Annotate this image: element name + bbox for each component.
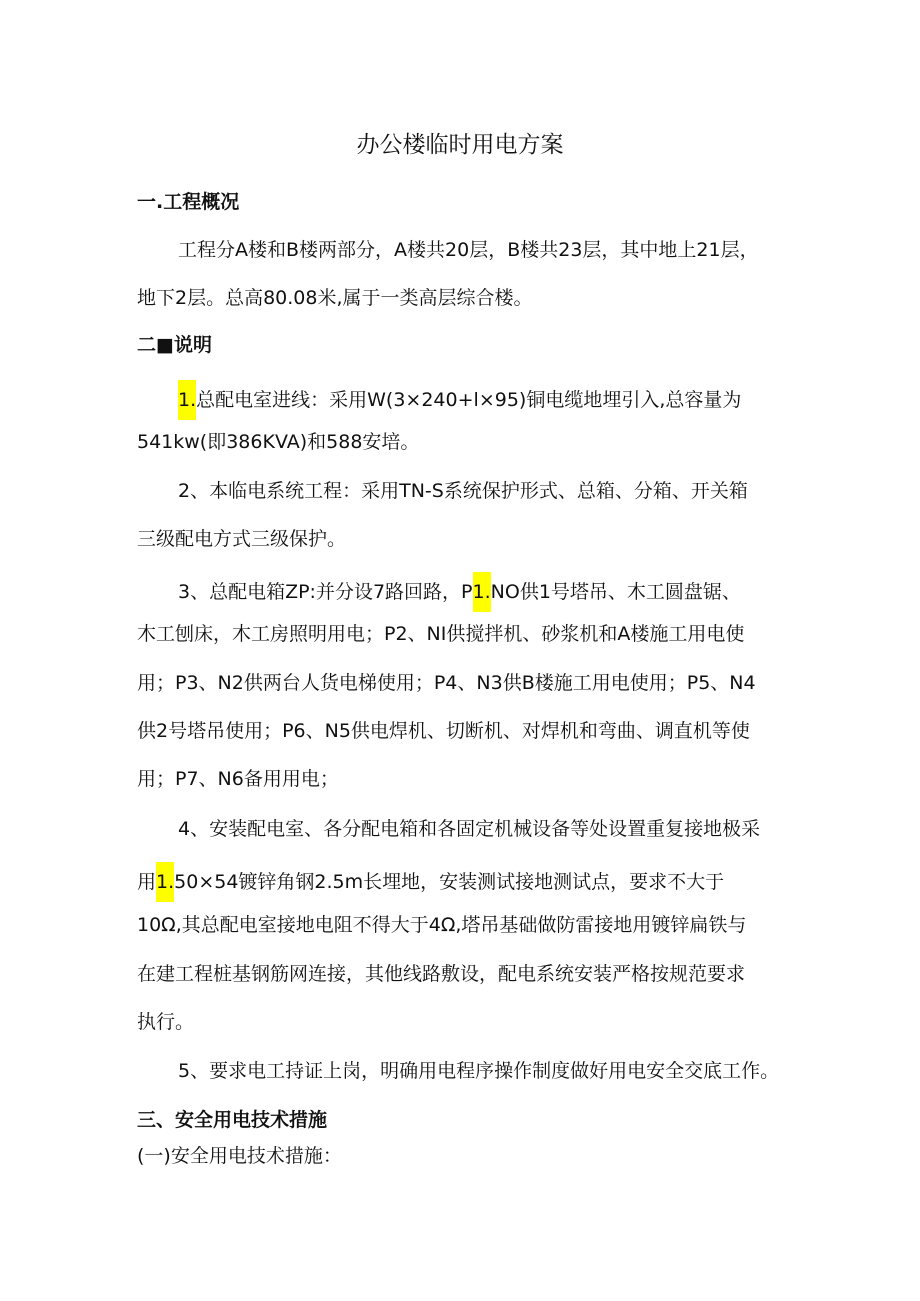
- highlight-mark: 1.: [178, 380, 196, 420]
- section-heading-safety: 三、安全用电技术措施: [137, 1109, 328, 1131]
- paragraph-line: 执行。: [137, 1011, 195, 1033]
- paragraph-line: 木工刨床，木工房照明用电；P2、NI供搅拌机、砂浆机和A楼施工用电使: [137, 623, 745, 645]
- item-2-line: 2、本临电系统工程：采用TN-S系统保护形式、总箱、分箱、开关箱: [178, 480, 748, 502]
- item-1-line: [178, 380, 741, 420]
- item-4-line-2: [137, 862, 724, 902]
- item-4-text: 50×54镀锌角钢2.5m长埋地，安装测试接地测试点，要求不大于: [174, 871, 725, 893]
- section-heading-overview: 一.工程概况: [137, 191, 240, 213]
- highlight-mark: 1.: [473, 572, 491, 612]
- item-3-text: NO供1号塔吊、木工圆盘锯、: [490, 581, 741, 603]
- item-5-line: 5、要求电工持证上岗，明确用电程序操作制度做好用电安全交底工作。: [178, 1060, 780, 1082]
- subsection-title: (一)安全用电技术措施：: [137, 1145, 342, 1167]
- paragraph-line: 用；P3、N2供两台人货电梯使用；P4、N3供B楼施工用电使用；P5、N4: [137, 672, 756, 694]
- item-3-line: [178, 572, 741, 612]
- item-4-prefix: 用: [137, 871, 157, 893]
- paragraph-line: 供2号塔吊使用；P6、N5供电焊机、切断机、对焊机和弯曲、调直机等使: [137, 720, 750, 742]
- paragraph-line: 用；P7、N6备用用电；: [137, 768, 339, 790]
- highlight-mark: 1.: [156, 862, 174, 902]
- page-title: 办公楼临时用电方案: [356, 132, 564, 158]
- paragraph-line: 地下2层。总高80.08米,属于一类高层综合楼。: [137, 287, 533, 309]
- item-1-text: 总配电室进线：采用W(3×240+l×95)铜电缆地埋引入,总容量为: [196, 389, 742, 411]
- item-3-prefix: 3、总配电箱ZP:并分设7路回路，P: [178, 581, 473, 603]
- paragraph-line: 工程分A楼和B楼两部分，A楼共20层，B楼共23层，其中地上21层，: [178, 239, 759, 261]
- paragraph-line: 三级配电方式三级保护。: [137, 528, 347, 550]
- paragraph-line: 10Ω,其总配电室接地电阻不得大于4Ω,塔吊基础做防雷接地用镀锌扁铁与: [137, 914, 747, 936]
- item-4-line: 4、安装配电室、各分配电箱和各固定机械设备等处设置重复接地极采: [178, 818, 761, 840]
- paragraph-line: 541kw(即386KVA)和588安培。: [137, 431, 420, 453]
- paragraph-line: 在建工程桩基钢筋网连接，其他线路敷设，配电系统安装严格按规范要求: [137, 963, 746, 985]
- section-heading-notes: 二■说明: [137, 334, 212, 356]
